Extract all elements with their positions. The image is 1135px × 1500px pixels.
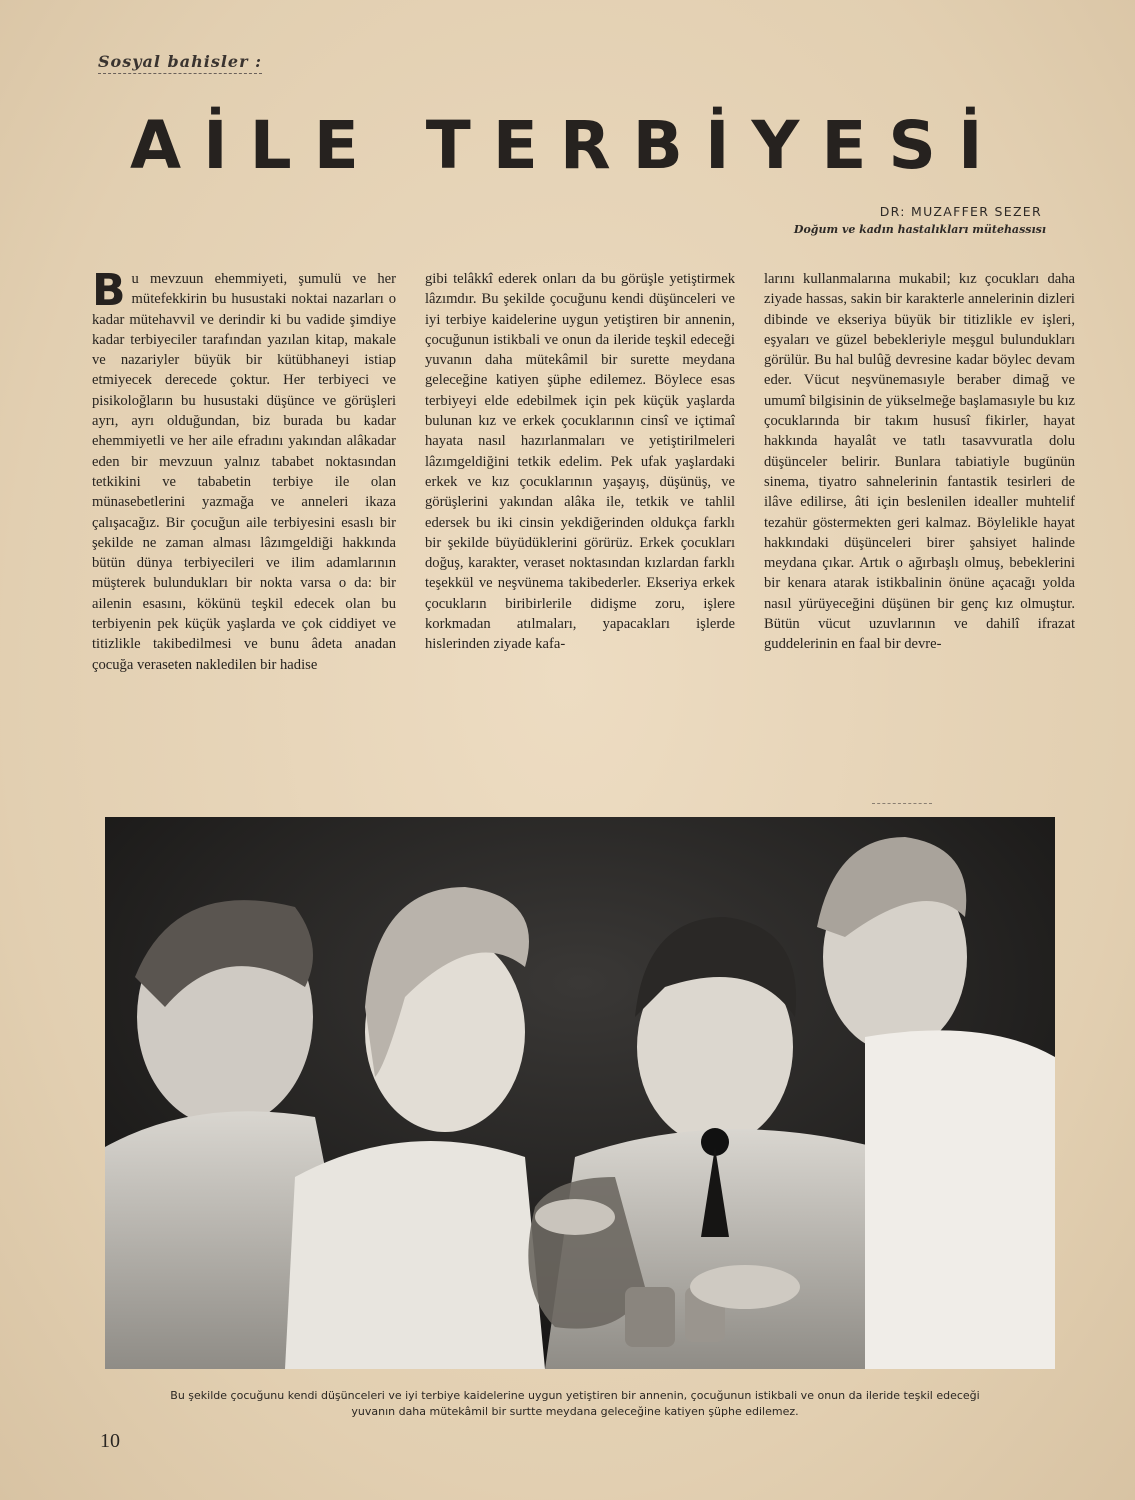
column-1-body: u mevzuun ehemmiyeti, şumulü ve her mütefekkirin bu husustaki noktai nazarları o kadar mütehavvil ve derindir ki bu vadide şimdiye kadar terbiyeciler tarafından yazılan kitap, makale ve nazariyler büyük bir kütübhaneyi istiap etmiyecek derecede çoktur. Her terbiyeci ve pisikoloğların bu husustaki düşünce ve görüşleri ayrı, ayrı olduğundan, biz burada bu kadar ehemmiyetli ve her aile efradını yakından alâkadar eden bir mevzuun yalnız tababet noktasından tetkikini ve tababetin terbiye ile olan münasebetlerini yazmağa ve anneleri ikaza çalışacağız. Bir çocuğun aile terbiyesini esaslı bir şekilde ne zaman alması lâzımgeldiği hakkında bütün dünya terbiyecileri ve ilim adamlarının müşterek bulundukları bir nokta varsa o da: bir ailenin esasını, kökünü teşkil edecek olan bu terbiyenin pek küçük yaşlarda ve çok ciddiyet ve titizlikle takibedilmesi ve bunu âdeta anadan çocuğa veraseten nakledilen bir hadise — [92, 271, 396, 673]
drop-cap: B — [92, 269, 126, 316]
article-title: AİLE TERBİYESİ — [130, 107, 1005, 184]
section-label: Sosyal bahisler : — [98, 52, 262, 74]
author-name: DR: MUZAFFER SEZER — [879, 204, 1042, 219]
article-column-3 — [764, 269, 1075, 799]
column-1-text — [92, 269, 396, 675]
photo-illustration — [105, 817, 1055, 1369]
column-end-rule — [872, 803, 932, 804]
caption-line-2: yuvanın daha mütekâmil bir surtte meydana geleceğine katiyen şüphe edilemez. — [351, 1405, 799, 1418]
column-2-text: gibi telâkkî ederek onları da bu görüşle yetiştirmek lâzımdır. Bu şekilde çocuğunu kendi düşünceleri ve iyi terbiye kaidelerine uygun yetiştiren bir annenin, çocuğunun istikbali ve onun da ileride teşkil edeceği yuvanın daha mütekâmil bir surette meydana geleceğine katiyen şüphe edilemez. Böylece esas terbiyeyi elde edebilmek için pek küçük yaşlarda bulunan kız ve erkek çocuklarının cinsî ve içtimaî hayata nasıl hazırlanmaları ve yetiştirilmeleri lâzımgeldiğini tetkik edelim. Pek ufak yaşlardaki erkek ve kız çocuklarının yaşayış, düşünüş, ve görüşlerini yakından alâka ile, tetkik ve tahlil edersek bu iki cinsin yekdiğerinden oldukça farklı bir şekilde büyüdüklerini görürüz. Erkek çocukları doğuş, karakter, veraset noktasından kızlardan farklı teşekkül ve neşvünema takibederler. Ekseriya erkek çocukların biribirlerile didişme zoru, işlere korkmadan atılmaları, yapacakları işlerde hislerinden ziyade kafa- — [425, 271, 735, 653]
article-column-2 — [425, 269, 735, 799]
page-number: 10 — [100, 1430, 120, 1452]
column-3-text: larını kullanmalarına mukabil; kız çocukları daha ziyade hassas, sakin bir karakterle annelerinin dizleri dibinde ve ekseriya büyük bir titizlikle ev işleri, eşyaları ve güzel bebekleriyle meşgul bulundukları görülür. Bu hal bulûğ devresine kadar böylec devam eder. Vücut neşvünemasıyle beraber dimağ ve umumî bilgisinin de yükselmeğe başlamasıyle bu kız çocuklarında bir takım hususî fikirler, hayat hakkında hayalât ve tatlı tasavvuratla dolu düşünceler belirir. Bunlara tabiatiyle bugünün sinema, tiyatro sahnelerinin fantastik tesirleri de ilâve edilirse, âti için beslenilen idealler muhtelif tezahür göstermekten geri kalmaz. Böylelikle hayat hakkındaki düşünceleri birer şahsiyet halinde meydana çıkar. Artık o ağırbaşlı olmuş, bebeklerini bir kenara atarak istikbalinin önüne açacağı yolda nasıl yürüyeceğini düşünen bir genç kız olmuştur. Bütün vücut uzuvlarının ve dahilî ifrazat guddelerinin en faal bir devre- — [764, 271, 1075, 653]
caption-line-1: Bu şekilde çocuğunu kendi düşünceleri ve iyi terbiye kaidelerine uygun yetiştiren bir annenin, çocuğunun istikbali ve onun da ileride teşkil edeceği — [170, 1389, 980, 1402]
article-photo — [105, 817, 1055, 1369]
article-column-1 — [92, 269, 396, 799]
author-role: Doğum ve kadın hastalıkları mütehassısı — [793, 223, 1046, 236]
photo-caption — [80, 1388, 1070, 1420]
